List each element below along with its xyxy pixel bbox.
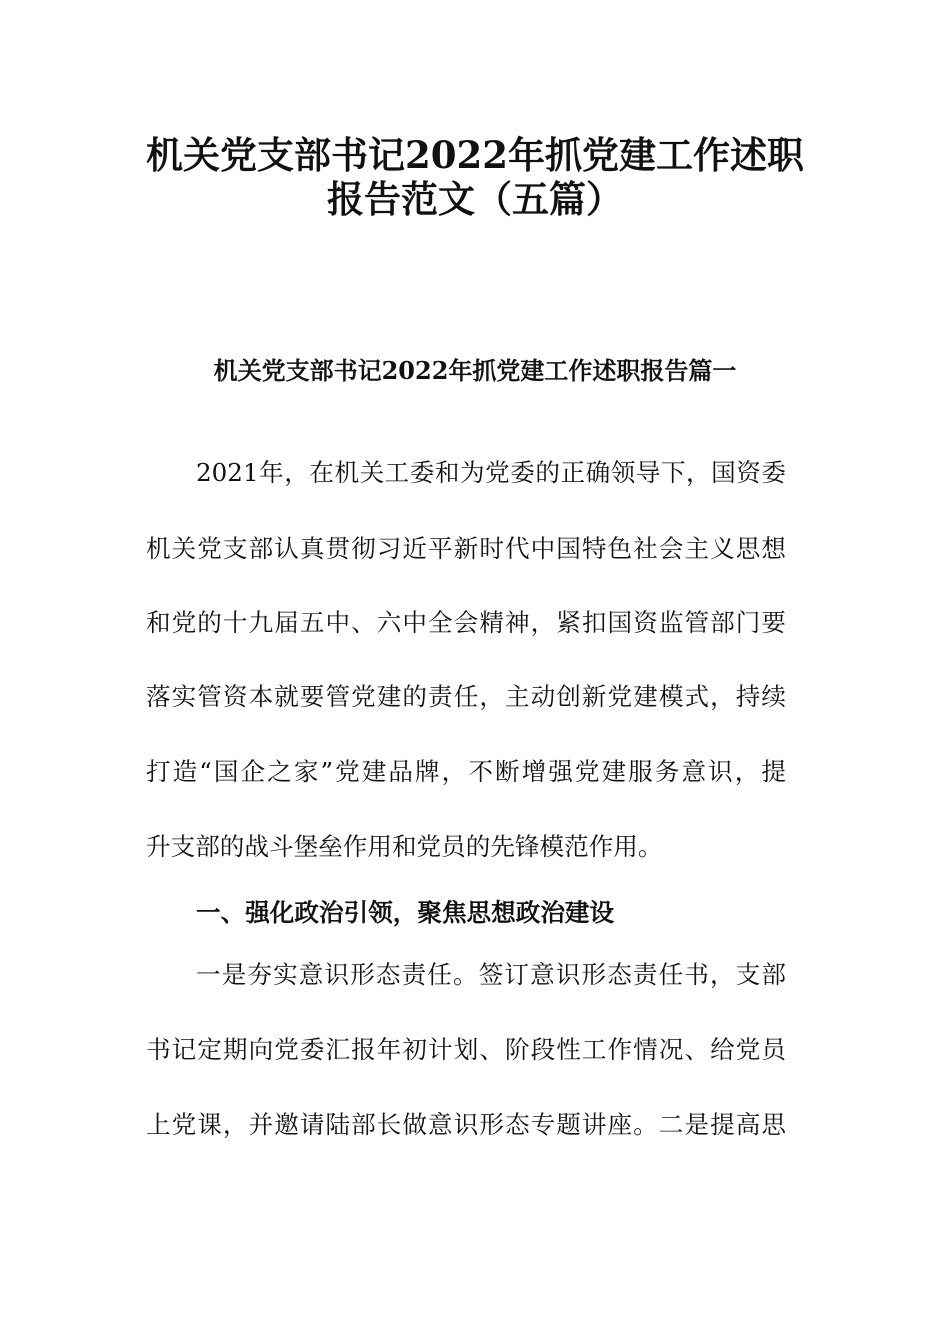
section-heading: 机关党支部书记2022年抓党建工作述职报告篇一	[213, 356, 737, 385]
paragraph-2-line-3: 上党课，并邀请陆部长做意识形态专题讲座。二是提高思	[146, 1110, 786, 1139]
document-title-line-2: 报告范文（五篇）	[327, 177, 623, 221]
paragraph-1-line-4: 落实管资本就要管党建的责任，主动创新党建模式，持续	[146, 682, 786, 711]
paragraph-1-line-6: 升支部的战斗堡垒作用和党员的先锋模范作用。	[146, 832, 663, 861]
paragraph-1-line-1: 2021年，在机关工委和为党委的正确领导下，国资委	[196, 458, 786, 487]
paragraph-2-line-2: 书记定期向党委汇报年初计划、阶段性工作情况、给党员	[146, 1035, 786, 1064]
subheading-political-leadership: 一、强化政治引领，聚焦思想政治建设	[196, 898, 615, 927]
document-title-line-1: 机关党支部书记2022年抓党建工作述职	[146, 133, 804, 177]
paragraph-1-line-3: 和党的十九届五中、六中全会精神，紧扣国资监管部门要	[146, 608, 786, 637]
paragraph-1-line-5: 打造“国企之家”党建品牌，不断增强党建服务意识，提	[146, 757, 786, 786]
paragraph-1-line-2: 机关党支部认真贯彻习近平新时代中国特色社会主义思想	[146, 534, 786, 563]
paragraph-2-line-1: 一是夯实意识形态责任。签订意识形态责任书，支部	[196, 960, 786, 989]
